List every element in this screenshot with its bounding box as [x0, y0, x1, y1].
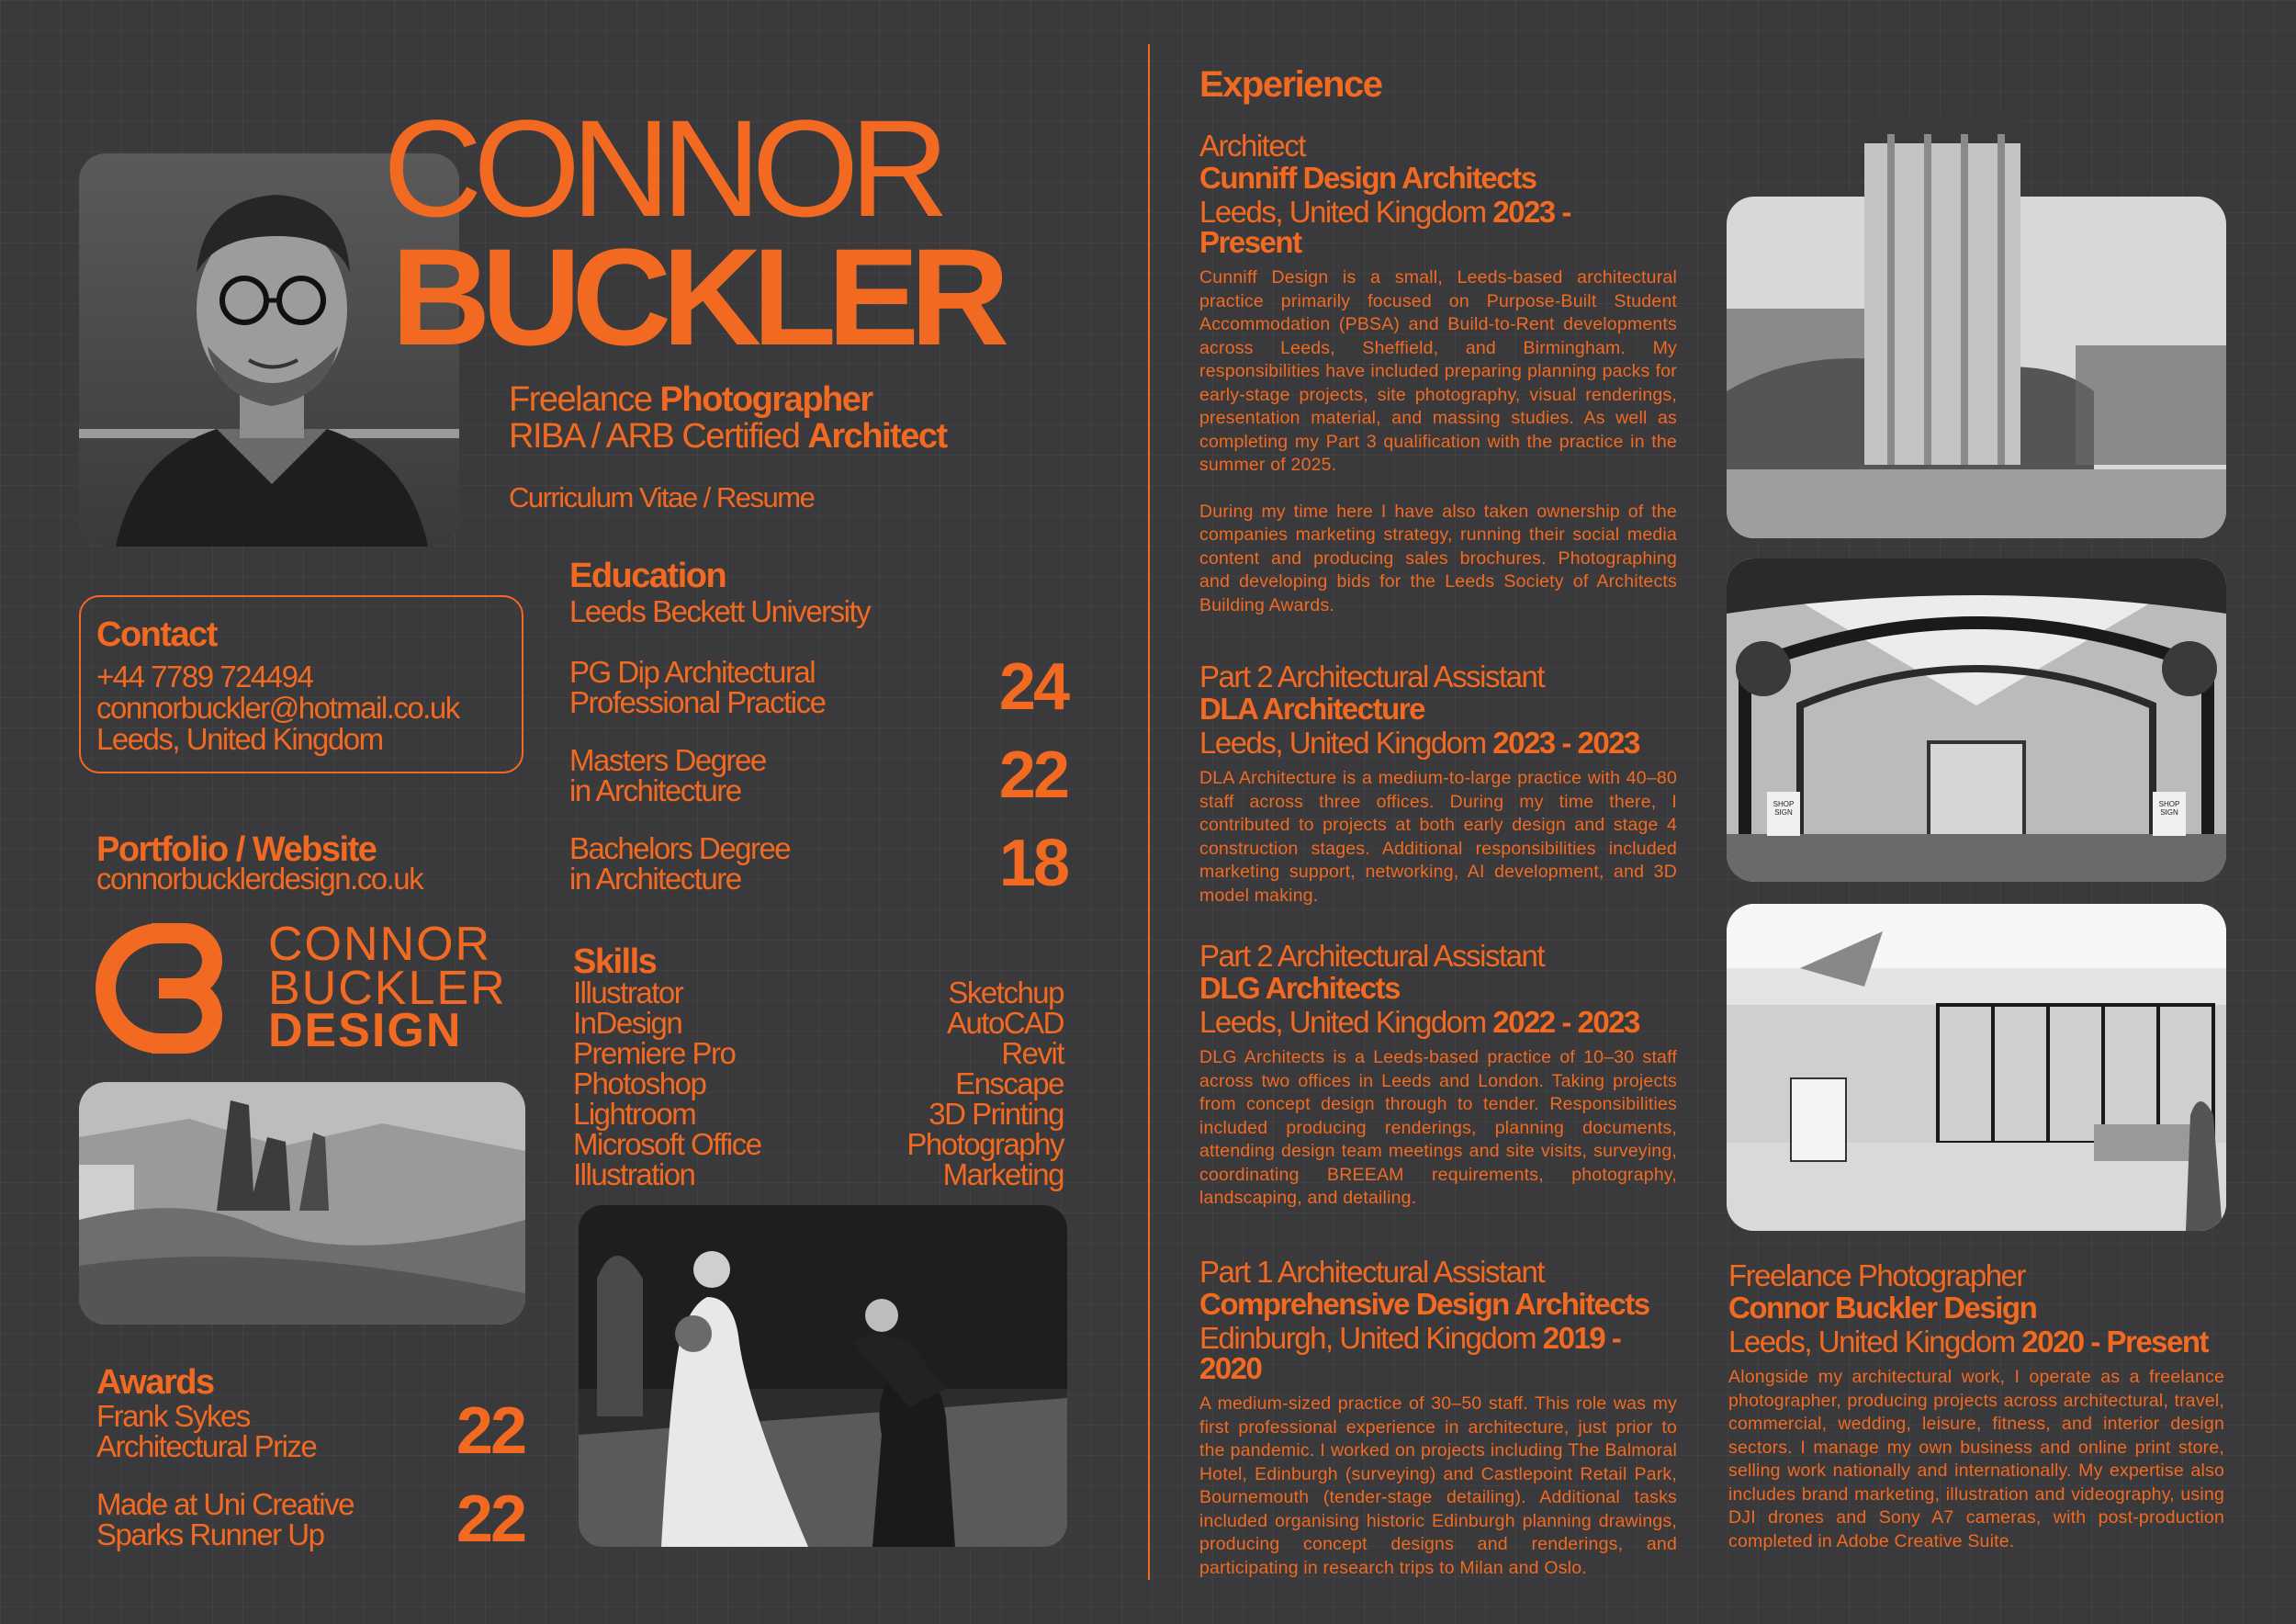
skills-title: Skills	[573, 942, 657, 981]
job-5-location	[1728, 1326, 2224, 1357]
contact-phone[interactable]: +44 7789 724494	[96, 660, 313, 694]
logo-text-buckler: BUCKLER	[268, 962, 507, 1015]
job-4-company: Comprehensive Design Architects	[1199, 1287, 1649, 1321]
wedding-photo	[579, 1205, 1067, 1547]
skill-item: Microsoft Office	[573, 1127, 761, 1161]
job-5	[1728, 1260, 2224, 1553]
award-item-2	[96, 1483, 524, 1556]
portfolio-title: Portfolio / Website	[96, 830, 377, 869]
role-2-text: RIBA / ARB Certified	[509, 417, 808, 456]
job-5-company: Connor Buckler Design	[1728, 1291, 2037, 1325]
role-2-highlight: Architect	[807, 417, 947, 456]
skill-item: Revit	[1001, 1036, 1064, 1070]
award-2-year: 22	[456, 1483, 524, 1556]
job-5-desc: Alongside my architectural work, I operate as a freelance photographer, producing projects across architectural, travel, commercial, wedding, leisure, fitness, and interior design sectors. I manage my own business and online print store, selling work nationally and internationally. My expertise also includes brand marketing, illustration and videography, using DJI drones and Sony A7 cameras, with post-production completed in Adobe Creative Suite.	[1728, 1367, 2224, 1551]
skills-right-list	[790, 977, 1064, 1190]
shop-sign-left: SHOP SIGN	[1773, 800, 1795, 817]
interior-render-photo	[1727, 904, 2226, 1231]
job-4-role: Part 1 Architectural Assistant	[1199, 1255, 1545, 1289]
logo-text-connor: CONNOR	[268, 918, 492, 971]
education-3-line2: in Architecture	[569, 862, 741, 896]
name-last: BUCKLER	[391, 220, 1001, 374]
job-1-desc-2: During my time here I have also taken ownership of the companies marketing strategy, running their social media content and producing sales brochures. Photographing and developing bids for the Leeds Society of Architects Building Awards.	[1199, 501, 1677, 615]
contact-email[interactable]: connorbuckler@hotmail.co.uk	[96, 691, 459, 725]
job-3-location	[1199, 1007, 1677, 1037]
arcade-photo	[1727, 558, 2226, 882]
cb-logo	[95, 922, 246, 1055]
award-1-year: 22	[456, 1394, 524, 1468]
skill-item: Enscape	[955, 1066, 1064, 1100]
job-5-role: Freelance Photographer	[1728, 1258, 2025, 1292]
education-title: Education	[569, 557, 726, 595]
shop-sign-right: SHOP SIGN	[2158, 800, 2180, 817]
education-item-1	[569, 650, 1067, 724]
job-4	[1199, 1257, 1677, 1580]
landscape-photo	[79, 1082, 525, 1325]
job-2-company: DLA Architecture	[1199, 692, 1424, 726]
column-divider	[1148, 44, 1150, 1580]
job-2-location	[1199, 727, 1677, 758]
job-4-location	[1199, 1323, 1677, 1383]
job-3	[1199, 941, 1677, 1211]
awards-title: Awards	[96, 1363, 214, 1402]
contact-location: Leeds, United Kingdom	[96, 722, 383, 756]
education-2-line1: Masters Degree	[569, 743, 766, 777]
skill-item: Illustration	[573, 1157, 695, 1191]
contact-title: Contact	[96, 615, 217, 654]
job-1-desc-1: Cunniff Design is a small, Leeds-based architectural practice primarily focused on Purpose-Built Student Accommodation (PBSA) and Build-to-Rent developments across Leeds, Sheffield, and Birmingham. My responsibilities have included preparing planning packs for early-stage projects, site photography, visual renderings, presentation material, and massing studies. As well as completing my Part 3 qualification with the practice in the summer of 2025.	[1199, 267, 1677, 475]
award-1-line1: Frank Sykes	[96, 1399, 250, 1433]
education-3-line1: Bachelors Degree	[569, 831, 791, 865]
education-1-year: 24	[998, 650, 1067, 724]
skill-item: Sketchup	[948, 976, 1064, 1009]
award-item-1	[96, 1394, 524, 1468]
skill-item: Illustrator	[573, 976, 683, 1009]
education-2-line2: in Architecture	[569, 773, 741, 807]
job-5-place: Leeds, United Kingdom	[1728, 1325, 2022, 1359]
award-1-line2: Architectural Prize	[96, 1429, 317, 1463]
job-2	[1199, 661, 1677, 908]
job-2-dates: 2023 - 2023	[1492, 726, 1639, 760]
education-1-line2: Professional Practice	[569, 685, 826, 719]
job-1	[1199, 130, 1677, 617]
skills-left-list	[573, 977, 761, 1190]
award-2-line1: Made at Uni Creative	[96, 1487, 354, 1521]
job-1-company: Cunniff Design Architects	[1199, 161, 1536, 195]
experience-title: Experience	[1199, 64, 1382, 105]
job-3-desc: DLG Architects is a Leeds-based practice of 10–30 staff across two offices in Leeds and London. Taking projects from concept design through to tender. Responsibilities included producing renderings, planning documents, attending design team meetings and site visits, surveying, coordinating BREEAM requirements, photography, landscaping, and detailing.	[1199, 1047, 1677, 1208]
role-line-1	[509, 382, 872, 417]
job-3-company: DLG Architects	[1199, 971, 1400, 1005]
job-1-dates: 2023 - Present	[1199, 195, 1570, 259]
education-school: Leeds Beckett University	[569, 594, 871, 628]
building-photo	[1727, 116, 2226, 538]
job-5-dates: 2020 - Present	[2021, 1325, 2209, 1359]
role-1-highlight: Photographer	[659, 380, 872, 419]
skill-item: Photoshop	[573, 1066, 706, 1100]
job-2-role: Part 2 Architectural Assistant	[1199, 660, 1545, 694]
job-4-place: Edinburgh, United Kingdom	[1199, 1321, 1543, 1355]
education-item-2	[569, 739, 1067, 812]
skill-item: Premiere Pro	[573, 1036, 736, 1070]
job-2-desc: DLA Architecture is a medium-to-large practice with 40–80 staff across three offices. During my time there, I contributed to projects at both early design and stage 4 construction stages. Additional responsibilities included marketing support, networking, AI development, and 3D model making.	[1199, 768, 1677, 906]
job-3-dates: 2022 - 2023	[1492, 1005, 1639, 1039]
skill-item: Photography	[906, 1127, 1064, 1161]
role-1-text: Freelance	[509, 380, 660, 419]
job-3-role: Part 2 Architectural Assistant	[1199, 939, 1545, 973]
skill-item: 3D Printing	[929, 1097, 1064, 1131]
job-1-place: Leeds, United Kingdom	[1199, 195, 1493, 229]
document-type: Curriculum Vitae / Resume	[509, 481, 815, 513]
job-2-place: Leeds, United Kingdom	[1199, 726, 1493, 760]
job-1-location	[1199, 197, 1677, 257]
skill-item: InDesign	[573, 1006, 682, 1040]
portfolio-url[interactable]: connorbucklerdesign.co.uk	[96, 862, 423, 896]
education-3-year: 18	[998, 827, 1067, 900]
job-3-place: Leeds, United Kingdom	[1199, 1005, 1493, 1039]
name-first: CONNOR	[383, 91, 940, 245]
role-line-2	[509, 419, 947, 454]
job-1-role: Architect	[1199, 129, 1305, 163]
skill-item: Marketing	[942, 1157, 1064, 1191]
education-2-year: 22	[998, 739, 1067, 812]
award-2-line2: Sparks Runner Up	[96, 1517, 324, 1551]
skill-item: Lightroom	[573, 1097, 696, 1131]
skill-item: AutoCAD	[946, 1006, 1064, 1040]
job-4-dates: 2019 - 2020	[1199, 1321, 1621, 1385]
education-item-3	[569, 827, 1067, 900]
education-1-line1: PG Dip Architectural	[569, 655, 816, 689]
logo-text-design: DESIGN	[268, 1004, 463, 1057]
job-4-desc: A medium-sized practice of 30–50 staff. This role was my first professional experience in architecture, just prior to the pandemic. I worked on projects including The Balmoral Hotel, Edinburgh (surveying) and Castlepoint Retail Park, Bournemouth (tender-stage detailing). Additional tasks included organising historic Edinburgh planning drawings, producing concept designs and renderings, and participating in research trips to Milan and Oslo.	[1199, 1393, 1677, 1578]
